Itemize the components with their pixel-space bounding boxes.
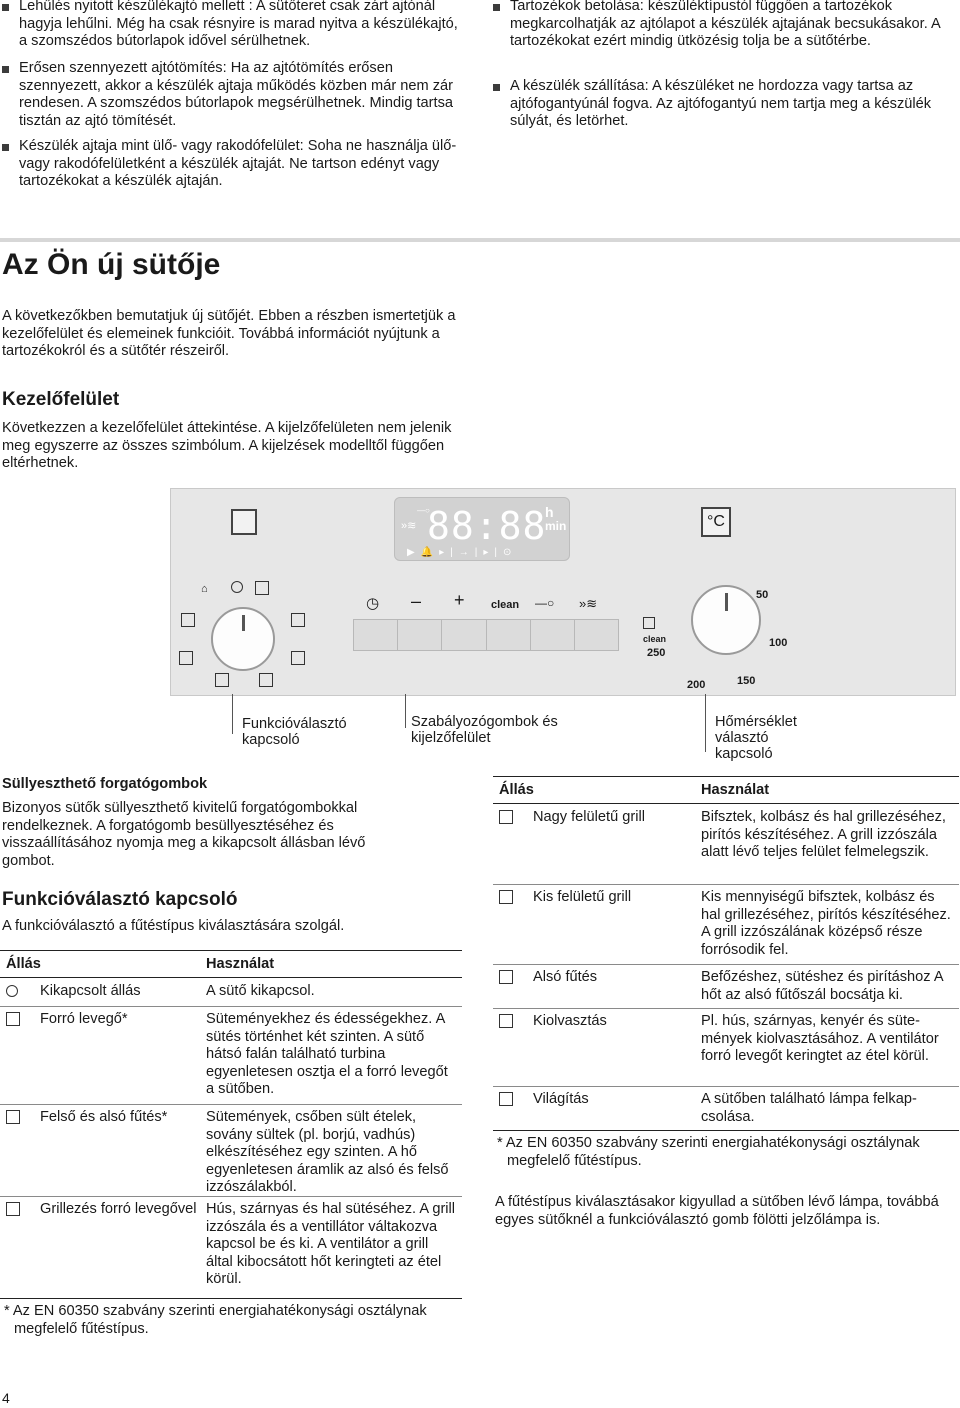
row-use: A sütőben található lámpa felkapcsolása. xyxy=(701,1091,917,1125)
section-intro: A következőkben bemutatjuk új sütőjét. Ebben a részben ismertetjük a kezelőfelület és elemeinek funkcióit. Továbbá információt nyújtunk a tartozékokról és a sütőtér részeiről. xyxy=(2,308,456,360)
retract-heading: Süllyeszthető forgatógombok xyxy=(2,776,208,792)
rapid-heat-button[interactable] xyxy=(575,620,618,650)
table-row xyxy=(0,1006,462,1105)
dial-clean-label: clean xyxy=(643,634,667,644)
section-title: Az Ön új sütője xyxy=(2,248,221,281)
bullet-door-seal xyxy=(2,60,462,130)
bullet-text: Tartozékok betolása: készüléktípustól függően a tartozékok megkarcolhatják az ajtólapot a készülék ajtajának becsukásakor. A tartozékokat ezért mindig ütközésig tolja be a sütőtérbe. xyxy=(510,0,940,50)
defrost-icon xyxy=(499,1014,513,1028)
row-use: Befőzéshez, sütéshez és pirításhoz A hőt az alsó fűtőszál bocsátja ki. xyxy=(701,969,943,1003)
plus-button[interactable] xyxy=(442,620,486,650)
bullet-text: A készülék szállítása: A készüléket ne hordozza vagy tartsa az ajtófogantyúnál fogva. Az ajtófogantyú nem tartja meg a készülék súlyát, és letörhet. xyxy=(510,78,932,130)
bullet-accessories xyxy=(493,0,959,51)
row-position: Alsó fűtés xyxy=(533,969,598,985)
off-icon xyxy=(6,985,18,997)
row-use: Kis mennyiségű bifsztek, kolbász és hal grillezéséhez, pirítós készítéséhez. A grill izzószálának középső része forrósodik fel. xyxy=(701,889,951,958)
grill-fan-icon xyxy=(6,1202,20,1216)
plus-label: + xyxy=(454,590,465,610)
header-position: Állás xyxy=(6,956,41,972)
small-grill-icon xyxy=(215,673,229,687)
temperature-dial[interactable] xyxy=(691,585,761,655)
caption-function-selector: Funkcióválasztó kapcsoló xyxy=(242,716,347,748)
temp-label-200: 200 xyxy=(687,679,706,691)
row-use: Hús, szárnyas és hal sütéséhez. A grill izzószála és a ventillátor váltakozva kapcsol be és ki. A ventilátor a grill által kibocsátott hőt keringteti az étel körül. xyxy=(206,1201,456,1288)
timer-button[interactable] xyxy=(354,620,398,650)
table-row xyxy=(0,1196,462,1299)
row-position: Kis felületű grill xyxy=(533,889,632,905)
header-use: Használat xyxy=(206,956,275,972)
table-header xyxy=(493,776,959,804)
table-row xyxy=(0,1104,462,1197)
temp-label-250: 250 xyxy=(647,647,666,659)
grill-fan-icon xyxy=(291,651,305,665)
function-table-left xyxy=(0,950,462,1304)
row-position: Kiolvasztás xyxy=(533,1013,607,1029)
lamp-icon xyxy=(499,1092,513,1106)
callout-line-controls xyxy=(405,694,406,728)
top-bottom-heat-icon xyxy=(6,1110,20,1124)
child-lock-button[interactable] xyxy=(531,620,575,650)
bullet-cooling xyxy=(2,0,462,51)
lamp-icon: ⌂ xyxy=(201,583,208,595)
temp-unit-indicator: °C xyxy=(701,507,731,537)
clean-mode-icon xyxy=(643,617,655,629)
clean-button[interactable] xyxy=(487,620,531,650)
row-use: Sütemények, csőben sült ételek, sovány sültek (pl. borjú, vadhús) elkészítéséhez egy szinten. A hő egyenletesen áramlik az alsó és felső izzószálakból. xyxy=(206,1109,449,1196)
row-position: Grillezés forró levegővel xyxy=(40,1201,197,1217)
temp-label-50: 50 xyxy=(756,589,769,601)
row-use: Pl. hús, szárnyas, kenyér és sütemények kiolvasztásához. A ventilátor forró levegőt keringtet az étel körül. xyxy=(701,1013,939,1065)
row-position: Kikapcsolt állás xyxy=(40,983,141,999)
minus-button[interactable] xyxy=(398,620,442,650)
table-header xyxy=(0,950,462,978)
top-bottom-heat-icon xyxy=(291,613,305,627)
row-position: Felső és alsó fűtés* xyxy=(40,1109,168,1125)
display-min-unit: min xyxy=(545,519,567,533)
bullet-transport xyxy=(493,78,959,131)
header-use: Használat xyxy=(701,782,770,798)
large-grill-icon xyxy=(259,673,273,687)
button-row xyxy=(353,619,619,651)
function-selector-dial[interactable] xyxy=(211,607,275,671)
table-row xyxy=(493,884,959,965)
row-position: Nagy felületű grill xyxy=(533,809,645,825)
small-grill-icon xyxy=(499,890,513,904)
defrost-icon xyxy=(181,613,195,627)
clock-icon: ◷ xyxy=(366,595,380,612)
bullet-text: Lehűlés nyitott készülékajtó mellett : A sütőteret csak zárt ajtónál hagyja lehűlni. Még ha csak résnyire is marad nyitva a készülékajtó, a szomszédos bútorlapok idővel sérülhetnek. xyxy=(19,0,458,50)
closing-text: A fűtéstípus kiválasztásakor kigyullad a sütőben lévő lámpa, továbbá egyes sütőknél a funkcióválasztó gomb fölötti jelzőlámpa is. xyxy=(495,1194,939,1228)
caption-temp-selector: Hőmérséklet választó kapcsoló xyxy=(715,714,797,762)
page-number: 4 xyxy=(2,1390,10,1406)
display-digits: 88:88 xyxy=(427,504,547,548)
off-icon xyxy=(231,581,243,593)
display-timer-icons: ▶🔔▸|→|▸|⊙ xyxy=(407,547,518,558)
table-row xyxy=(493,1086,959,1131)
row-position: Világítás xyxy=(533,1091,589,1107)
bottom-heat-icon xyxy=(179,651,193,665)
bottom-heat-icon xyxy=(499,970,513,984)
oven-control-panel xyxy=(170,488,956,696)
row-use: Bifsztek, kolbász és hal grillezéséhez, pirítós készítéséhez. A grill izzószála alatt lévő teljes felület felmelegszik. xyxy=(701,809,946,861)
minus-label: – xyxy=(411,591,422,611)
callout-line-function xyxy=(232,694,233,734)
callout-line-temp xyxy=(705,694,706,752)
table-right-footnote: * Az EN 60350 szabvány szerinti energiahatékonysági osztálynak megfelelő fűtéstípus. xyxy=(497,1135,920,1169)
bullet-door-surface xyxy=(2,138,462,191)
bullet-text: Készülék ajtaja mint ülő- vagy rakodófelület: Soha ne használja ülő- vagy rakodófelületként a készülék ajtaját. Ne tartson edényt vagy tartozékokat a készülék ajtaján. xyxy=(19,138,457,190)
large-grill-icon xyxy=(499,810,513,824)
function-intro: A funkcióválasztó a fűtéstípus kiválasztására szolgál. xyxy=(2,918,345,934)
bullet-text: Erősen szennyezett ajtótömítés: Ha az ajtótömítés erősen szennyezett, akkor a készülék ajtaja működés közben már nem zár rendesen. A szomszédos bútorlapok megsérülhetnek. Mindig tartsa tisztán az ajtó tömítését. xyxy=(19,60,453,129)
key-icon: —○ xyxy=(417,506,430,515)
control-intro: Következzen a kezelőfelület áttekintése. A kijelzőfelületen nem jelenik meg egyszerre az összes szimbólum. A kijelzések modelltől függően eltérhetnek. xyxy=(2,420,452,472)
hot-air-icon xyxy=(6,1012,20,1026)
table-row xyxy=(493,804,959,885)
table-left-footnote: * Az EN 60350 szabvány szerinti energiahatékonysági osztálynak megfelelő fűtéstípus. xyxy=(4,1303,427,1337)
hot-air-icon xyxy=(255,581,269,595)
row-use: Süteményekhez és édességekhez. A sütés történhet két szinten. A sütő hátsó falán található turbina egyenletesen osztja el a forró levegőt a sütőben. xyxy=(206,1011,448,1098)
caption-controls-display: Szabályozógombok és kijelzőfelület xyxy=(411,714,558,746)
header-position: Állás xyxy=(499,782,534,798)
table-row xyxy=(0,978,462,1007)
control-heading: Kezelőfelület xyxy=(2,389,120,410)
display-hour-unit: h xyxy=(545,504,554,520)
temp-label-100: 100 xyxy=(769,637,788,649)
key-lock-icon: —○ xyxy=(535,596,555,610)
row-use: A sütő kikapcsol. xyxy=(206,983,315,999)
row-position: Forró levegő* xyxy=(40,1011,128,1027)
section-rule xyxy=(0,238,960,242)
temp-label-150: 150 xyxy=(737,675,756,687)
clean-label: clean xyxy=(491,599,520,611)
rapid-heat-icon: »≋ xyxy=(579,596,598,611)
lamp-indicator xyxy=(231,509,257,535)
table-row xyxy=(493,964,959,1009)
retract-text: Bizonyos sütők süllyeszthető kivitelű forgatógombokkal rendelkeznek. A forgatógomb besüllyesztéséhez és visszaállításához nyomja meg a kikapcsolt állásban lévő gombot. xyxy=(2,800,366,869)
function-table-right xyxy=(493,776,959,1128)
table-row xyxy=(493,1008,959,1087)
fast-heat-icon: »≋ xyxy=(401,520,417,532)
function-heading: Funkcióválasztó kapcsoló xyxy=(2,889,238,910)
display-screen xyxy=(394,497,570,561)
